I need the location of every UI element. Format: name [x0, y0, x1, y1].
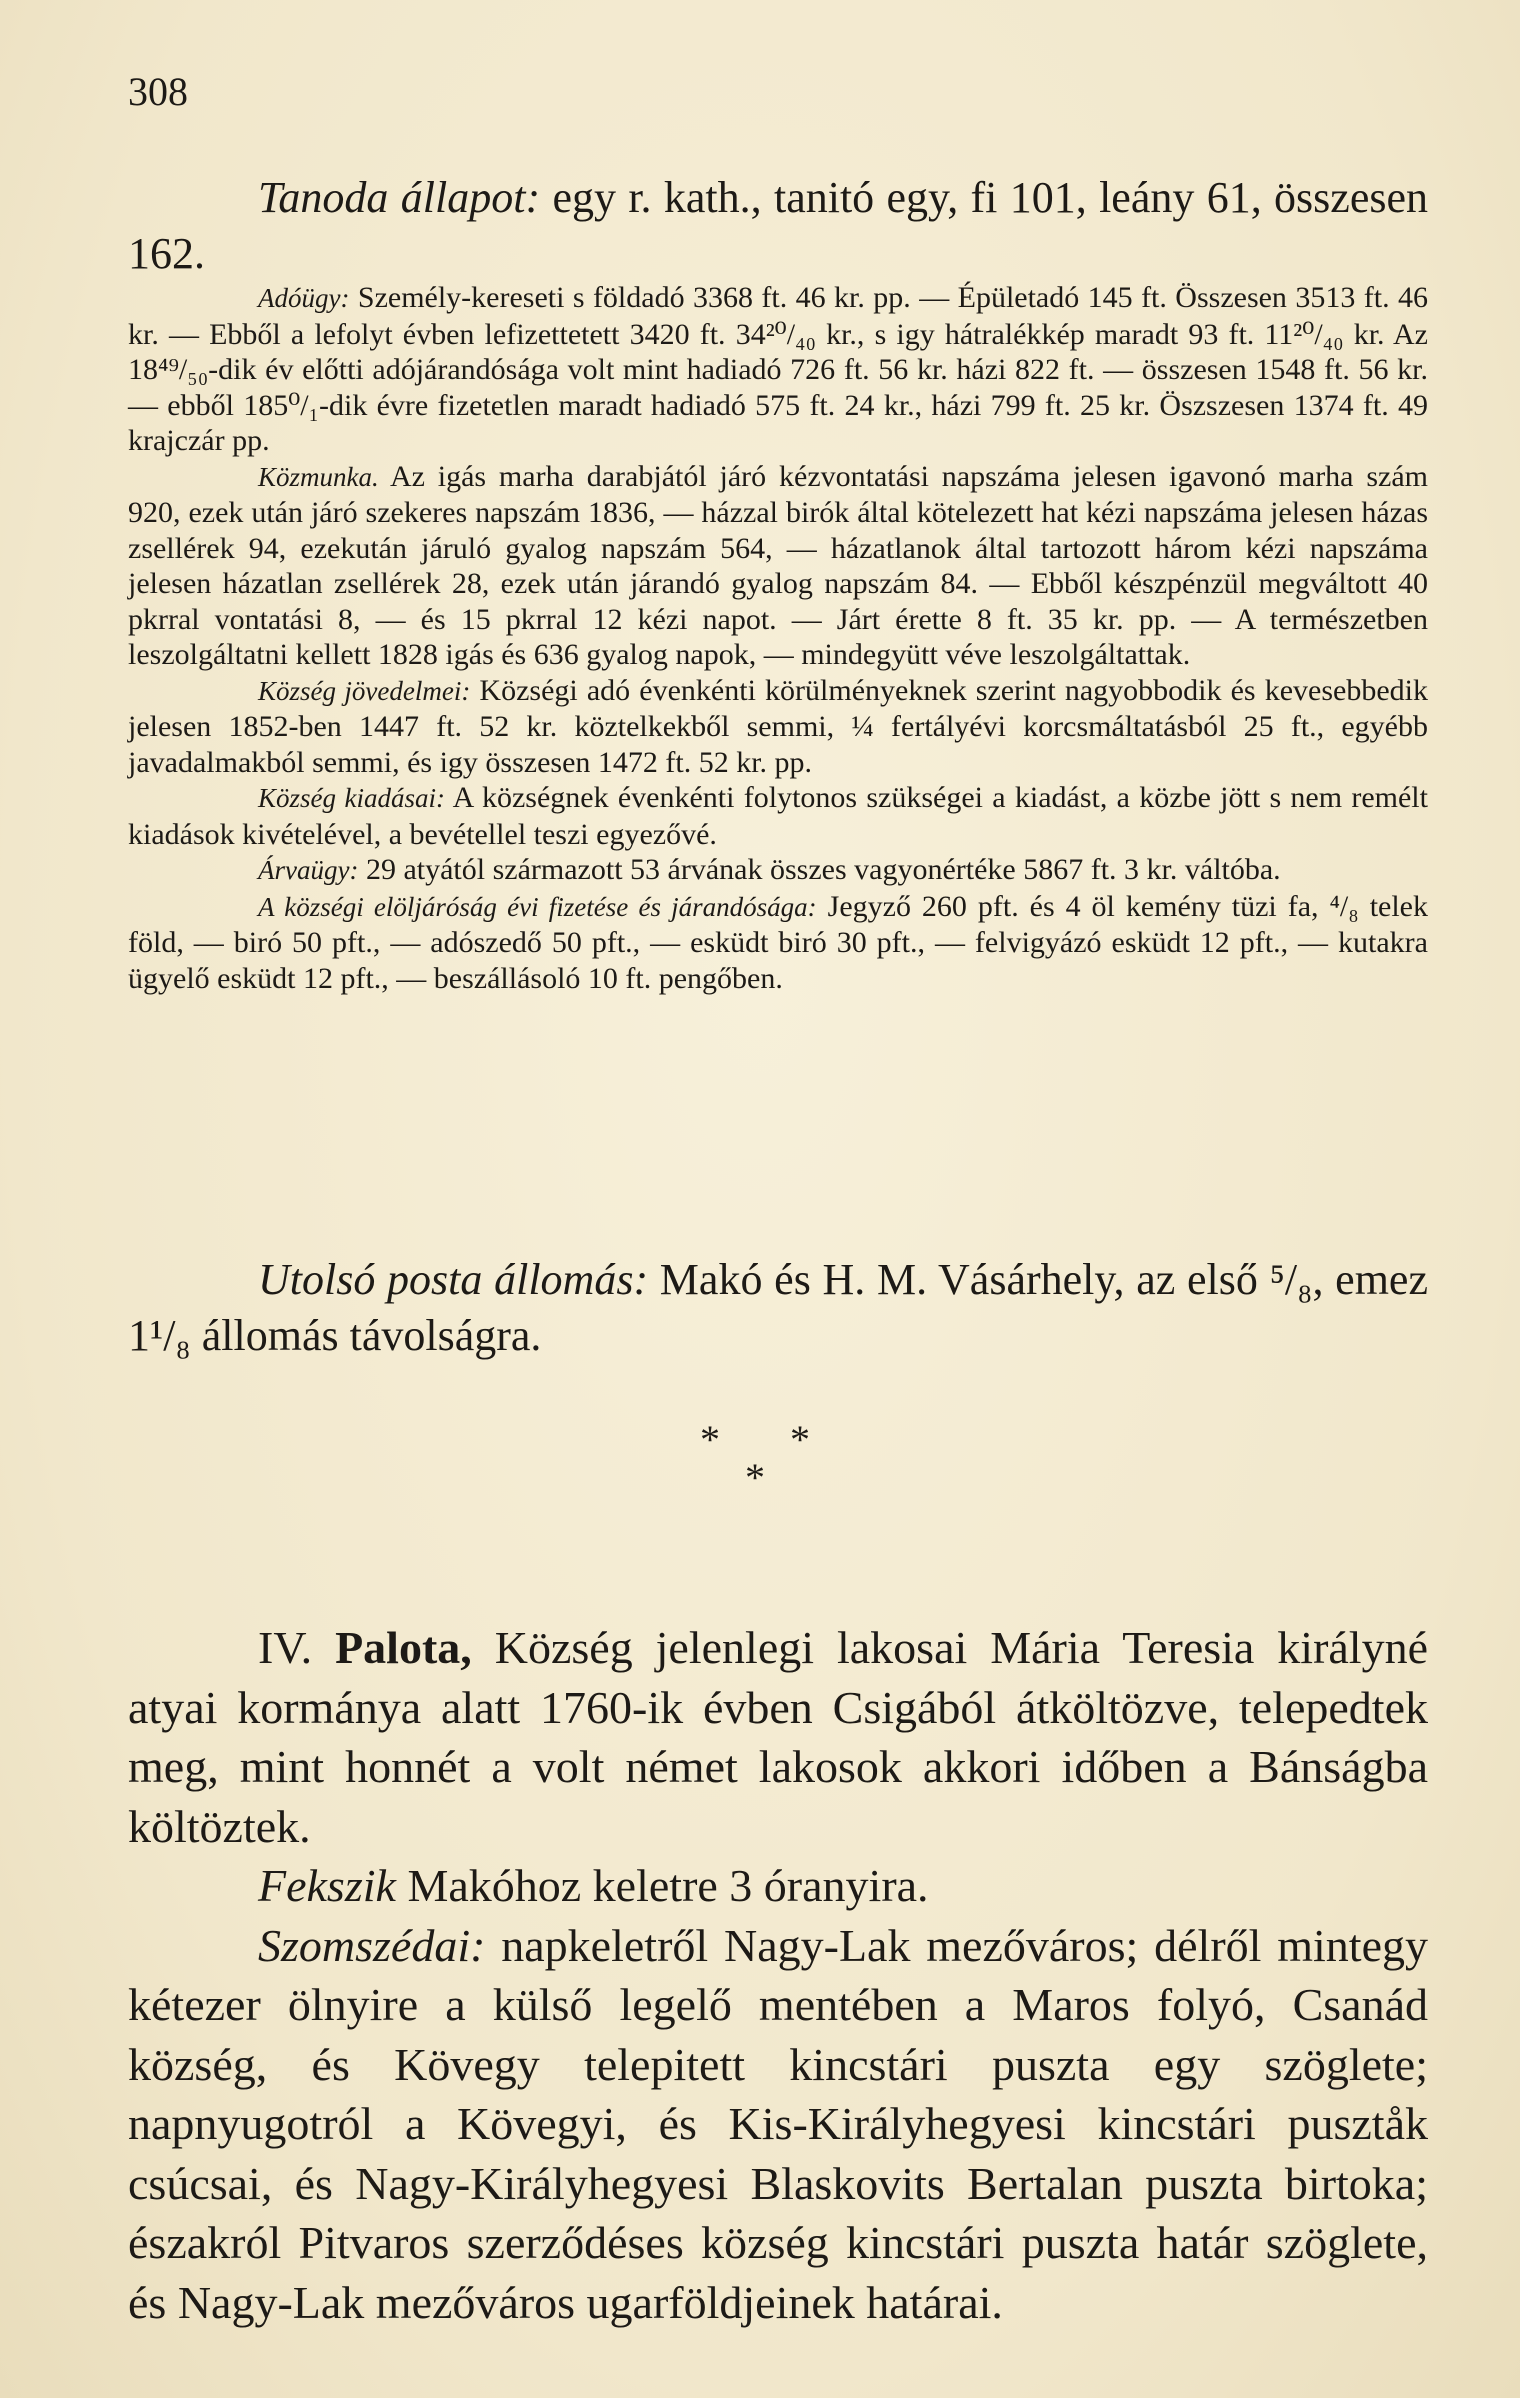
- text-fekszik: Makóhoz keletre 3 óranyira.: [395, 1860, 929, 1911]
- lead-eloljarosag: A községi elöljáróság évi fizetése és járandósága:: [258, 891, 817, 922]
- paragraph-palota: [128, 1618, 1428, 1856]
- paragraph-szomszedai: [128, 1916, 1428, 2333]
- lead-szomszedai: Szomszédai:: [258, 1919, 486, 1971]
- lead-tanoda: Tanoda állapot:: [258, 173, 541, 222]
- section-small-paragraphs: [128, 280, 1428, 996]
- text-jovedelmek: Községi adó évenkénti körülményeknek szerint nagyobbodik és kevesebbedik jelesen 1852-ben 1447 ft. 52 kr. köztelkekből semmi, ¼ fertályévi korcsmáltatásból 25 ft., egyébb javadalmakból semmi, és igy összesen 1472 ft. 52 kr. pp.: [128, 673, 1428, 779]
- section-palota: [128, 1618, 1428, 2332]
- lead-posta: Utolsó posta állomás:: [258, 1255, 649, 1304]
- paragraph-fekszik: [128, 1856, 1428, 1916]
- paragraph-jovedelmek: [128, 673, 1428, 781]
- text-eloljarosag: Jegyző 260 pft. és 4 öl kemény tüzi fa, ⁴/₈ telek föld, — biró 50 pft., — adószedő 50 pft., — esküdt biró 30 pft., — felvigyázó esküdt 12 pft., — kutakra ügyelő esküdt 12 pft., — beszállásoló 10 ft. pengőben.: [128, 889, 1428, 995]
- text-adougy: Személy-kereseti s földadó 3368 ft. 46 kr. pp. — Épületadó 145 ft. Összesen 3513 ft. 46 kr. — Ebből a lefolyt évben lefizettetett 3420 ft. 34²⁰/₄₀ kr., s igy hátralékkép maradt 93 ft. 11²⁰/₄₀ kr. Az 18⁴⁹/₅₀-dik év előtti adójárandósága volt mint hadiadó 726 ft. 56 kr. házi 822 ft. — összesen 1548 ft. 56 kr. — ebből 185⁰/₁-dik évre fizetetlen maradt hadiadó 575 ft. 24 kr., házi 799 ft. 25 kr. Öszszesen 1374 ft. 49 krajczár pp.: [128, 281, 1428, 457]
- text-posta: Makó és H. M. Vásárhely, az első ⁵/₈, emez 1¹/₈ állomás távolságra.: [128, 1255, 1428, 1360]
- paragraph-kozmunka: [128, 459, 1428, 673]
- paragraph-adougy: [128, 280, 1428, 459]
- lead-fekszik: Fekszik: [258, 1860, 396, 1911]
- section-numeral: IV.: [258, 1622, 313, 1673]
- text-arvaugy: 29 atyától származott 53 árvának összes vagyonértéke 5867 ft. 3 kr. váltóba.: [358, 853, 1281, 886]
- village-name: Palota,: [335, 1622, 472, 1673]
- separator-star: *: [790, 1417, 810, 1462]
- separator-star: *: [745, 1455, 765, 1500]
- text-palota: Község jelenlegi lakosai Mária Teresia királyné atyai kormánya alatt 1760-ik évben Csigából átköltözve, telepedtek meg, mint honnét a volt német lakosok akkori időben a Bánságba költöztek.: [128, 1622, 1429, 1852]
- paragraph-eloljarosag: [128, 889, 1428, 997]
- text-kozmunka: Az igás marha darabjától járó kézvontatási napszáma jelesen igavonó marha szám 920, ezek után járó szekeres napszám 1836, — házzal birók által kötelezett hat kézi napszáma jelesen házas zsellérek 94, ezekután járuló gyalog napszám 564, — házatlanok által tartozott három kézi napszáma jelesen házatlan zsellérek 28, ezek után járandó gyalog napszám 84. — Ebből készpénzül megváltott 40 pkrral vontatási 8, — és 15 pkrral 12 kézi napot. — Járt érette 8 ft. 35 kr. pp. — A természetben leszolgáltatni kellett 1828 igás és 636 gyalog napok, — mindegyütt véve leszolgáltattak.: [128, 459, 1428, 671]
- page-number: 308: [128, 69, 188, 114]
- section-separator: [0, 1417, 1520, 1510]
- paragraph-posta: [128, 1252, 1428, 1364]
- text-kiadasok: A községnek évenkénti folytonos szükségei a kiadást, a közbe jött s nem remélt kiadások kivételével, a bevétellel teszi egyezővé.: [128, 781, 1428, 851]
- section-tanoda: [128, 170, 1428, 282]
- paragraph-arvaugy: [128, 852, 1428, 889]
- lead-arvaugy: Árvaügy:: [258, 855, 359, 885]
- separator-star: *: [700, 1417, 720, 1462]
- text-tanoda: egy r. kath., tanitó egy, fi 101, leány 61, összesen 162.: [128, 173, 1429, 278]
- text-szomszedai: napkeletről Nagy-Lak mezőváros; délről mintegy kétezer ölnyire a külső legelő mentében a Maros folyó, Csanád község, és Kövegy telepitett kincstári puszta egy szöglete; napnyugotról a Kövegyi, és Kis-Királyhegyesi kincstári pusztåk csúcsai, és Nagy-Királyhegyesi Blaskovits Bertalan puszta birtoka; északról Pitvaros szerződéses község kincstári puszta határ szöglete, és Nagy-Lak mezőváros ugarföldjeinek határai.: [128, 1919, 1428, 2328]
- lead-kozmunka: Közmunka.: [258, 461, 379, 492]
- section-posta: [128, 1252, 1428, 1364]
- lead-kiadasok: Község kiadásai:: [258, 783, 446, 813]
- paragraph-tanoda: [128, 170, 1428, 282]
- lead-adougy: Adóügy:: [258, 283, 350, 313]
- paragraph-kiadasok: [128, 780, 1428, 852]
- lead-jovedelmek: Község jövedelmei:: [258, 675, 471, 706]
